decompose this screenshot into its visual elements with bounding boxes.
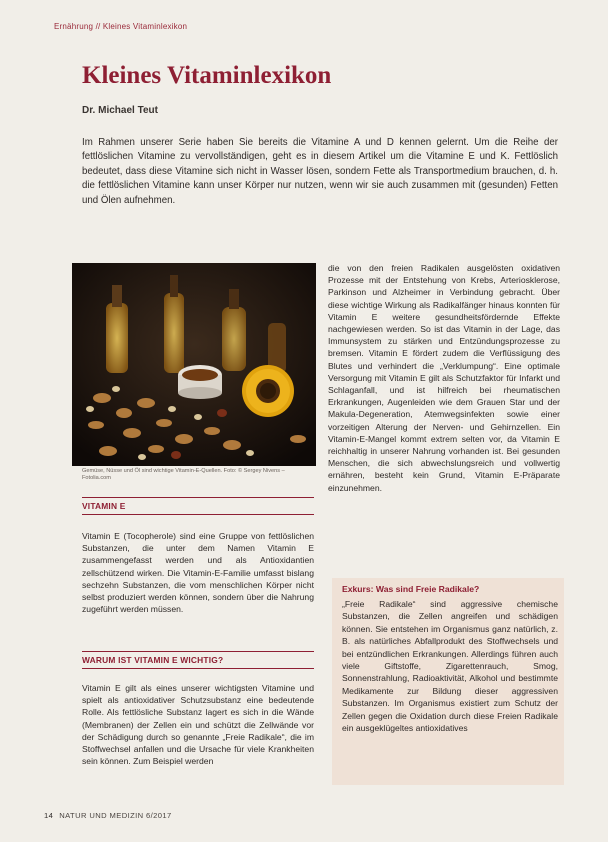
food-photo-illustration — [72, 263, 316, 466]
section-heading-vitamin-e: VITAMIN E — [82, 497, 314, 515]
publication-name: NATUR UND MEDIZIN 6/2017 — [59, 811, 172, 820]
page-title: Kleines Vitaminlexikon — [82, 62, 332, 89]
right-column-text: die von den freien Radikalen ausgelösten oxidativen Prozesse mit der Entstehung von Krebs, Arteriosklerose, Parkinson und Alzheimer in Verbindung gebracht. Über diese wichtige Wirkung als Radikalfänger hinaus konnten für Vitamin E weitere gesundheitsfördernde Effekte nachgewiesen werden. So ist das Vitamin in der Lage, das Immunsystem zu stärken und Entzündungsprozesse zu bremsen. Vitamin E fördert zudem die Verflüssigung des Blutes und verhindert die „Verklumpung“. Eine optimale Versorgung mit Vitamin E gilt als Schutzfaktor für Infarkt und Schlaganfall, und ist hilfreich bei rheumatischen Erkrankungen, Augenleiden wie dem Grauen Star und der Makula-Degeneration, Atemwegsinfekten sowie einer vorzeitigen Alterung der Nerven- und Gehirnzellen. Ein Vitamin-E-Mangel kommt extrem selten vor, da Vitamin E reichhaltig in unserer Nahrung vorhanden ist. Bei gesunden Menschen, die sich abwechslungsreich und vollwertig ernähren, besteht kein Grund, Vitamin E-Präparate einzunehmen. — [328, 263, 560, 493]
section-text-vitamin-e: Vitamin E (Tocopherole) sind eine Gruppe von fettlöslichen Substanzen, die unter dem Namen Vitamin E zusammengefasst werden und als Antioxidantien zellschützend wirken. Die Vitamin-E-Familie umfasst bislang sechzehn Substanzen, die vom menschlichen Körper nicht selbst produziert werden können, sondern über die Nahrung zugeführt werden müssen. — [82, 531, 314, 615]
info-box-title: Exkurs: Was sind Freie Radikale? — [342, 584, 480, 594]
photo-caption: Gemüse, Nüsse und Öl sind wichtige Vitamin-E-Quellen. Foto: © Sergey Nivens – Fotolia.com — [82, 468, 285, 481]
breadcrumb: Ernährung // Kleines Vitaminlexikon — [54, 22, 188, 31]
page-number: 14 — [44, 811, 54, 820]
section-heading-why-important: WARUM IST VITAMIN E WICHTIG? — [82, 651, 314, 669]
info-box-text: „Freie Radikale“ sind aggressive chemische Substanzen, die Zellen angreifen und schädigen können. Sie entstehen im Organismus ganz natürlich, z. B. als natürliches Abfallprodukt des Stoffwechsels und bei entzündlichen Erkrankungen. Allerdings führen auch viele Giftstoffe, Zigarettenrauch, Smog, Sonnenstrahlung, Radioaktivität, Alkohol und bestimmte Medikamente zur Bildung dieser aggressiven Substanzen. Im Organismus existiert zum Schutz der Zellen gegen die Oxidation durch diese Freien Radikale ein ausgeklügeltes antioxidatives — [342, 599, 558, 734]
page-footer — [44, 811, 172, 820]
author-name: Dr. Michael Teut — [82, 105, 158, 116]
intro-paragraph: Im Rahmen unserer Serie haben Sie bereits die Vitamine A und D kennen gelernt. Um die Reihe der fettlöslichen Vitamine zu vervollständigen, geht es in diesem Artikel um die Vitamine E und K. Fettlöslich bedeutet, dass diese Vitamine sich nicht in Wasser lösen, sondern Fette als Transportmedium brauchen, d. h. die fettlöslichen Vitamine kann unser Körper nur nutzen, wenn wir sie auch zusammen mit (gesunden) Fetten und Ölen aufnehmen. — [82, 137, 558, 206]
food-photo — [72, 263, 316, 466]
section-text-why-important: Vitamin E gilt als eines unserer wichtigsten Vitamine und spielt als antioxidativer Schutzsubstanz eine bedeutende Rolle. Als fettlösliche Substanz lagert es sich in die Wände (Membranen) der Zellen ein und schützt die Zellwände vor der Schädigung durch so genannte „Freie Radikale“, die im Stoffwechsel anfallen und die Ursache für viele Krankheiten sein können. Zum Beispiel werden — [82, 683, 314, 767]
